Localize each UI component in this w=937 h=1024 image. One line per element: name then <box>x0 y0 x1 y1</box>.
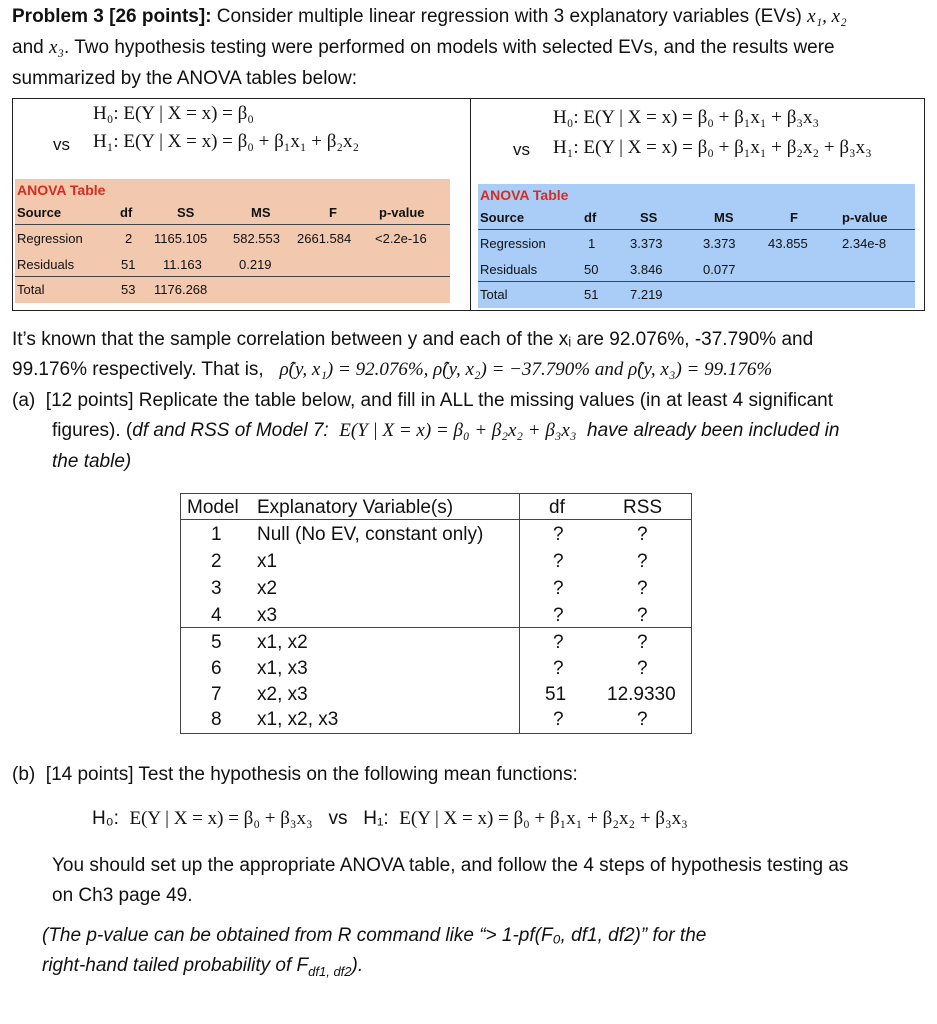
model-table-cell: ? <box>553 551 564 572</box>
anova-right-header-df: df <box>584 210 597 225</box>
anova-right-cell: 0.077 <box>703 262 736 277</box>
part-a-text: [12 points] Replicate the table below, and fill in ALL the missing values (in at least 4 significant <box>45 390 833 411</box>
part-b-h0-expr: E(Y | X = x) = β₀ + β₃x₃ <box>129 808 313 829</box>
anova-left-header-df: df <box>120 205 133 220</box>
left-h0: H₀: E(Y | X = x) = β₀ <box>93 103 254 124</box>
model-table-cell: ? <box>637 605 648 626</box>
model-table-cell: ? <box>637 658 648 679</box>
anova-left-rule-bottom <box>15 276 450 277</box>
part-b-note-text-2b: ). <box>351 955 364 976</box>
anova-right-cell: 3.846 <box>630 262 663 277</box>
right-h0: H₀: E(Y | X = x) = β₀ + β₁x₁ + β₃x₃ <box>553 107 820 128</box>
model-table-header-evs: Explanatory Variable(s) <box>257 497 454 518</box>
box-divider <box>470 99 471 310</box>
part-b-note-1 <box>42 925 706 947</box>
anova-right-cell: Residuals <box>480 262 538 277</box>
part-b-note-text-1: (The p-value can be obtained from R command like “> 1-pf(F₀, df1, df2)” for the <box>42 925 707 946</box>
anova-left-cell: 0.219 <box>239 257 272 272</box>
part-a-label: (a) <box>12 390 36 411</box>
anova-right-header-source: Source <box>480 210 525 225</box>
anova-right-cell: Total <box>480 287 508 302</box>
anova-right-cell: 51 <box>584 287 599 302</box>
anova-left-cell: 1165.105 <box>154 231 208 246</box>
model-table-header-model: Model <box>187 497 239 518</box>
model-table-cell: 51 <box>545 684 567 705</box>
model-table-cell: x2, x3 <box>257 684 308 705</box>
model-table-cell: ? <box>637 709 648 730</box>
model-table-cell: ? <box>553 524 564 545</box>
anova-left-rule-top <box>15 224 450 225</box>
hypotheses-box <box>12 98 925 311</box>
anova-right-header-ms: MS <box>714 210 734 225</box>
part-a-line-2 <box>52 420 839 442</box>
anova-right-rule-bottom <box>478 281 915 282</box>
model-table-cell: x3 <box>257 605 278 626</box>
part-b-line-1 <box>12 764 578 786</box>
anova-left-title: ANOVA Table <box>17 182 106 198</box>
correlation-line-1: It’s known that the sample correlation between y and each of the xᵢ are 92.076%, -37.790% and <box>12 329 814 350</box>
anova-left-cell: Regression <box>17 231 83 246</box>
anova-table-left <box>15 179 450 303</box>
anova-right-header-f: F <box>790 210 798 225</box>
model-table-cell: 7 <box>211 684 222 705</box>
intro-vars: x₁, x₂ <box>807 6 847 27</box>
anova-right-title: ANOVA Table <box>480 187 569 203</box>
part-b-note-text-2a: right-hand tailed probability of F <box>42 955 309 976</box>
anova-left-cell: 2661.584 <box>297 231 352 246</box>
model-table-cell: ? <box>553 605 564 626</box>
intro-text-2a: and <box>12 37 49 58</box>
model-table-cell: ? <box>553 632 564 653</box>
part-a-line-1 <box>12 390 833 412</box>
problem-intro-line-3: summarized by the ANOVA tables below: <box>12 68 357 89</box>
anova-left-cell: Residuals <box>17 257 75 272</box>
model-table-cell: x1, x2, x3 <box>257 709 339 730</box>
model-table-header-rss: RSS <box>623 497 663 518</box>
part-b-text: [14 points] Test the hypothesis on the following mean functions: <box>45 764 578 785</box>
problem-intro-line-2 <box>12 37 835 59</box>
model-table-cell: 4 <box>211 605 222 626</box>
left-vs: vs <box>53 135 70 154</box>
anova-right-header-pvalue: p-value <box>842 210 888 225</box>
anova-left-header-ss: SS <box>177 205 195 220</box>
anova-left-cell: <2.2e-16 <box>375 231 427 246</box>
anova-left-header-source: Source <box>17 205 62 220</box>
anova-right-cell: 2.34e-8 <box>842 236 887 251</box>
right-vs: vs <box>513 140 530 159</box>
model-table-cell: 12.9330 <box>607 684 676 705</box>
anova-left-header-pvalue: p-value <box>379 205 425 220</box>
model-table-header-df: df <box>549 497 565 518</box>
model7-formula: E(Y | X = x) = β₀ + β₂x₂ + β₃x₃ <box>339 420 577 441</box>
model-table-vline <box>519 494 520 733</box>
part-b-h1-label: H₁: <box>363 808 389 829</box>
part-a-text-3: the table) <box>52 451 132 472</box>
part-b-h1-expr: E(Y | X = x) = β₀ + β₁x₁ + β₂x₂ + β₃x₃ <box>399 808 688 829</box>
correlation-formula: ρ̂(y, x₁) = 92.076%, ρ̂(y, x₂) = −37.790% and ρ̂(y, x₃) = 99.176% <box>279 359 773 380</box>
part-b-line-3: on Ch3 page 49. <box>52 885 193 906</box>
model-table-cell: 5 <box>211 632 222 653</box>
correlation-text: 99.176% respectively. That is, <box>12 359 264 380</box>
correlation-line-2 <box>12 359 772 381</box>
anova-right-cell: 50 <box>584 262 599 277</box>
intro-x3: x₃ <box>48 37 65 58</box>
left-h1: H₁: E(Y | X = x) = β₀ + β₁x₁ + β₂x₂ <box>93 131 360 152</box>
anova-left-cell: 53 <box>121 282 136 297</box>
model-table-cell: 1 <box>211 524 222 545</box>
anova-left-cell: 11.163 <box>163 257 202 272</box>
part-b-note-2 <box>42 955 363 979</box>
model-table-cell: x1, x3 <box>257 658 308 679</box>
anova-left-cell: 1176.268 <box>154 282 208 297</box>
anova-left-cell: 2 <box>125 231 133 246</box>
problem-intro-line-1 <box>12 6 847 28</box>
model-table-cell: 2 <box>211 551 222 572</box>
anova-left-header-ms: MS <box>251 205 271 220</box>
part-b-h0-label: H₀: <box>92 808 119 829</box>
model-table-cell: ? <box>553 578 564 599</box>
anova-left-cell: 582.553 <box>233 231 280 246</box>
anova-left-cell: 51 <box>121 257 136 272</box>
anova-right-cell: 1 <box>588 236 596 251</box>
part-a-line-3 <box>52 451 131 473</box>
anova-right-cell: 7.219 <box>630 287 663 302</box>
model-table-cell: ? <box>637 524 648 545</box>
model-table-header-rule <box>181 519 691 520</box>
model-table-cell: x1 <box>257 551 278 572</box>
part-a-text-2b: df and RSS of Model 7: <box>132 420 329 441</box>
model-table-cell: 6 <box>211 658 222 679</box>
model-table-cell: ? <box>553 658 564 679</box>
model-table-group-rule <box>181 627 691 628</box>
anova-right-cell: 3.373 <box>703 236 736 251</box>
model-table-cell: ? <box>637 632 648 653</box>
model-table-cell: Null (No EV, constant only) <box>257 524 484 545</box>
right-h1: H₁: E(Y | X = x) = β₀ + β₁x₁ + β₂x₂ + β₃x₃ <box>553 137 872 158</box>
part-b-hypotheses <box>92 808 688 830</box>
intro-text-2b: . Two hypothesis testing were performed on models with selected EVs, and the results were <box>64 37 835 58</box>
anova-right-cell: 3.373 <box>630 236 663 251</box>
model-table <box>180 493 692 734</box>
model-table-cell: ? <box>553 709 564 730</box>
part-b-vs: vs <box>328 808 348 829</box>
part-b-line-2: You should set up the appropriate ANOVA table, and follow the 4 steps of hypothesis testing as <box>52 855 849 876</box>
model-table-cell: 3 <box>211 578 222 599</box>
model-table-cell: x1, x2 <box>257 632 308 653</box>
part-a-text-2d: have already been included in <box>587 420 840 441</box>
anova-right-rule-top <box>478 229 915 230</box>
anova-left-cell: Total <box>17 282 45 297</box>
model-table-cell: ? <box>637 578 648 599</box>
problem-heading: Problem 3 [26 points]: <box>12 6 212 27</box>
intro-text: Consider multiple linear regression with 3 explanatory variables (EVs) <box>211 6 808 27</box>
model-table-cell: 8 <box>211 709 222 730</box>
model-table-cell: ? <box>637 551 648 572</box>
anova-left-header-f: F <box>329 205 337 220</box>
model-table-cell: x2 <box>257 578 278 599</box>
part-a-text-2a: figures). ( <box>52 420 133 441</box>
anova-right-cell: 43.855 <box>768 236 808 251</box>
anova-right-cell: Regression <box>480 236 546 251</box>
part-b-label: (b) <box>12 764 36 785</box>
anova-right-header-ss: SS <box>640 210 658 225</box>
part-b-note-subscript: df1, df2 <box>308 963 352 979</box>
anova-table-right <box>478 184 915 308</box>
